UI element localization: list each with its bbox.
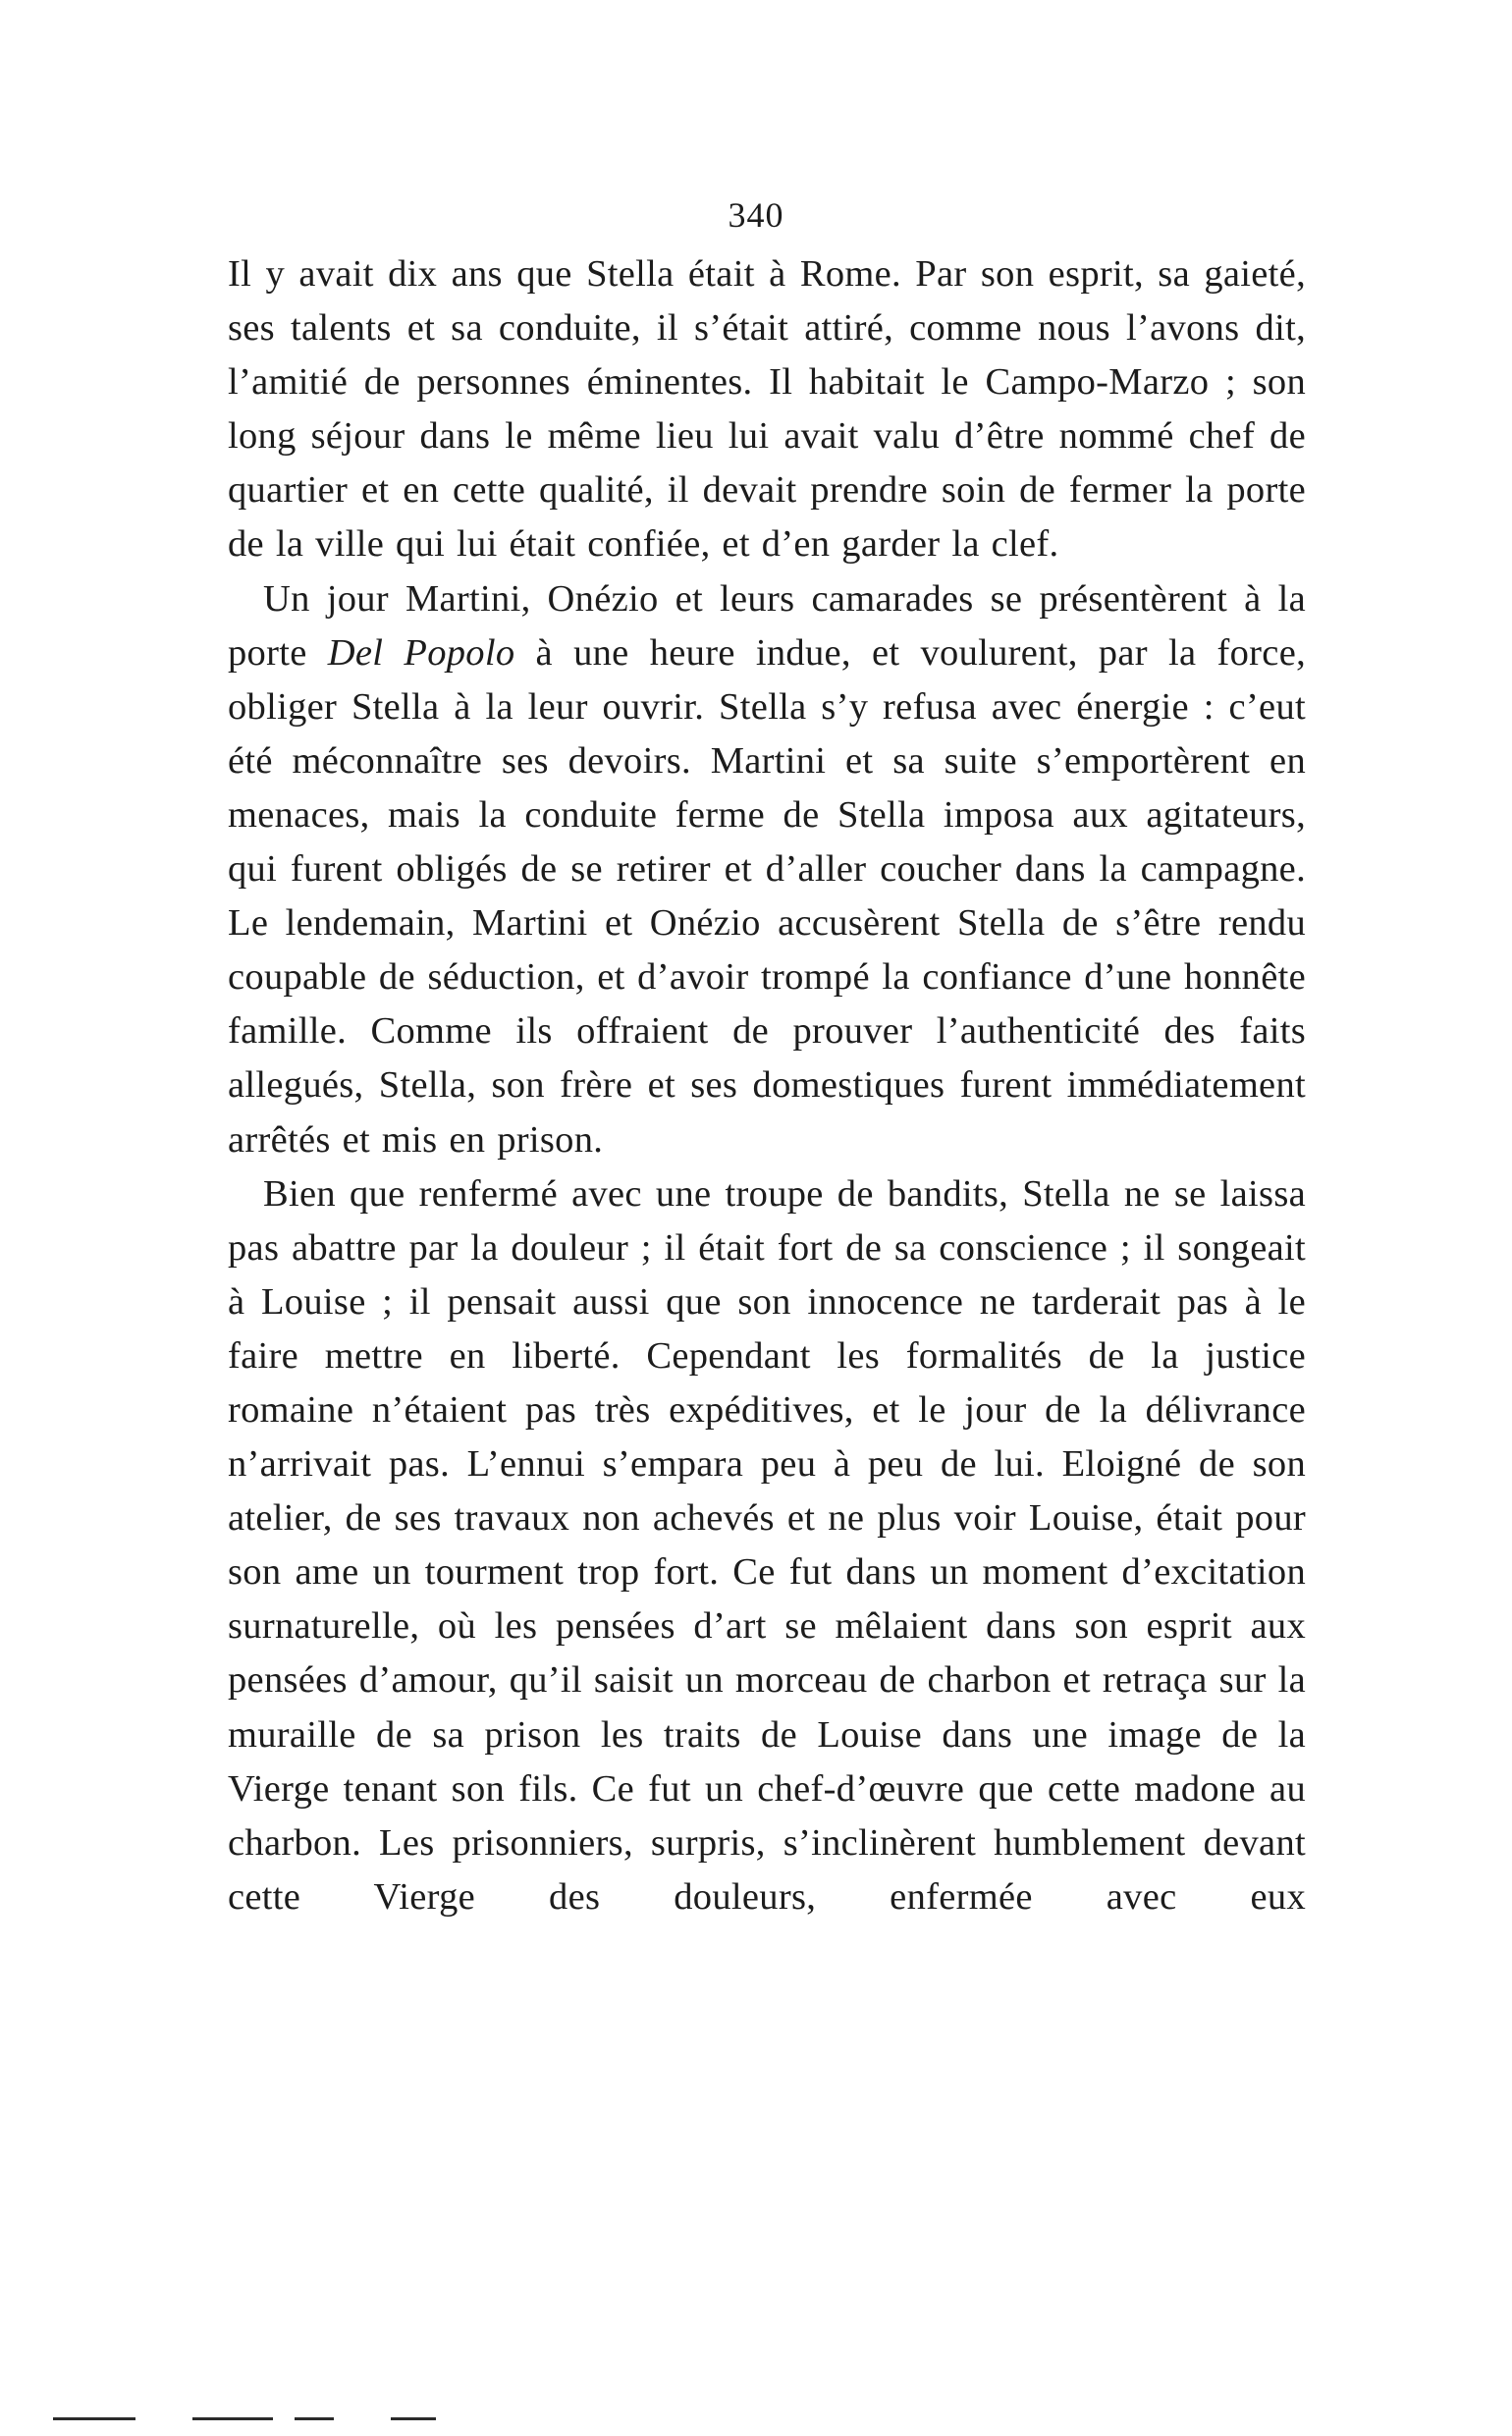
body-text	[228, 247, 1306, 1924]
footer-rule-3	[295, 2417, 334, 2420]
footer-rule-2	[192, 2417, 273, 2420]
footer-rule-1	[53, 2417, 135, 2420]
footer-rule-4	[391, 2417, 436, 2420]
paragraph-1-text: Il y avait dix ans que Stella était à Rome. Par son esprit, sa gaieté, ses talents et sa conduite, il s’était attiré, comme nous l’avons dit, l’amitié de personnes éminentes. Il habitait le Campo-Marzo ; son long séjour dans le même lieu lui avait valu d’être nommé chef de quartier et en cette qualité, il devait prendre soin de fermer la porte de la ville qui lui était confiée, et d’en garder la clef.	[228, 253, 1306, 566]
paragraph-1	[228, 247, 1306, 572]
paragraph-3	[228, 1167, 1306, 1924]
paragraph-3-text: Bien que renfermé avec une troupe de bandits, Stella ne se laissa pas abattre par la douleur ; il était fort de sa conscience ; il songeait à Louise ; il pensait aussi que son innocence ne tarderait pas à le faire mettre en liberté. Cependant les formalités de la justice romaine n’étaient pas très expéditives, et le jour de la délivrance n’arrivait pas. L’ennui s’empara peu à peu de lui. Eloigné de son atelier, de ses travaux non achevés et ne plus voir Louise, était pour son ame un tourment trop fort. Ce fut dans un moment d’excitation surnaturelle, où les pensées d’art se mêlaient dans son esprit aux pensées d’amour, qu’il saisit un morceau de charbon et retraça sur la muraille de sa prison les traits de Louise dans une image de la Vierge tenant son fils. Ce fut un chef-d’œuvre que cette madone au charbon. Les prisonniers, surpris, s’inclinèrent humblement devant cette Vierge des douleurs, enfermée avec eux	[228, 1172, 1306, 1918]
paragraph-2-text-start: Un jour Martini, Onézio et leurs camarades se présentèrent à la porte	[228, 577, 1306, 674]
paragraph-2-text-end: à une heure indue, et voulurent, par la force, obliger Stella à la leur ouvrir. Stella s’y refusa avec énergie : c’eut été méconnaître ses devoirs. Martini et sa suite s’emportèrent en menaces, mais la conduite ferme de Stella imposa aux agitateurs, qui furent obligés de se retirer et d’aller coucher dans la campagne. Le lendemain, Martini et Onézio accusèrent Stella de s’être rendu coupable de séduction, et d’avoir trompé la confiance d’une honnête famille. Comme ils offraient de prouver l’authenticité des faits allegués, Stella, son frère et ses domestiques furent immédiatement arrêtés et mis en prison.	[228, 631, 1307, 1161]
page-number: 340	[728, 195, 784, 235]
paragraph-2	[228, 572, 1306, 1167]
paragraph-2-italic-place: Del Popolo	[327, 631, 515, 674]
